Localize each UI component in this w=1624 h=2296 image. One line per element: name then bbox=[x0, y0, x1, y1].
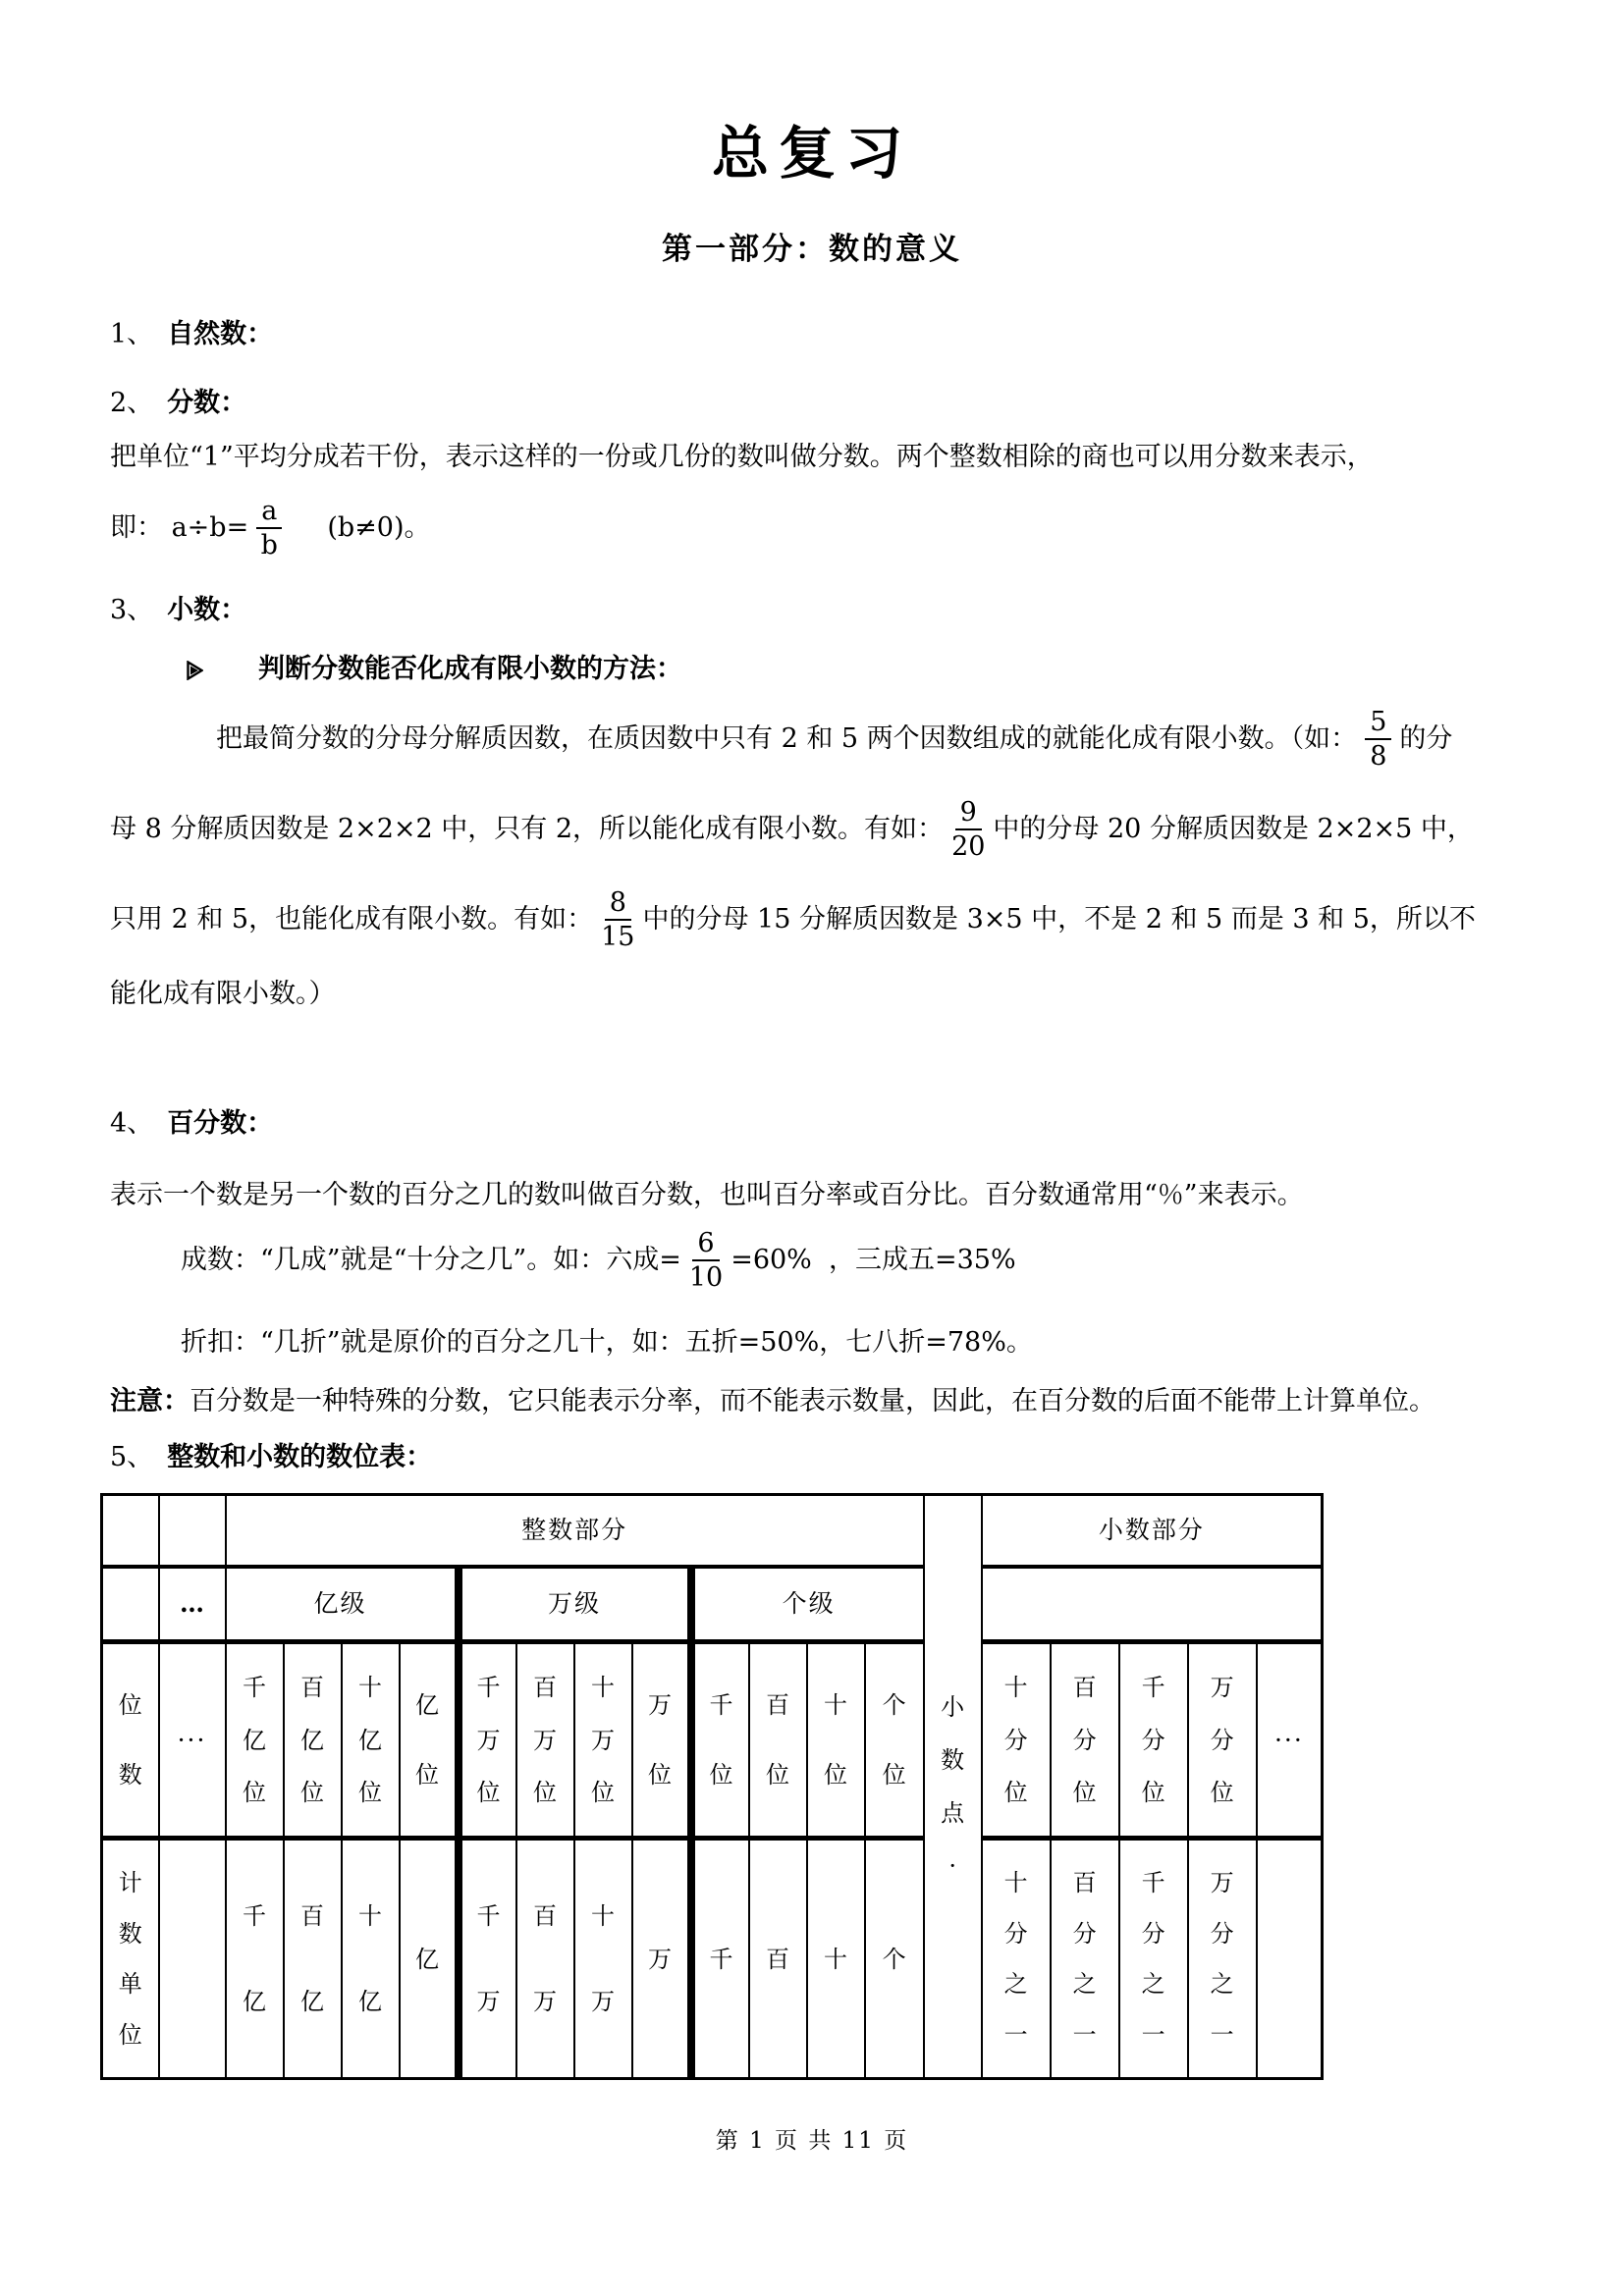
method-bullet-text: 判断分数能否化成有限小数的方法： bbox=[258, 654, 682, 685]
place-cell: 千 万 位 bbox=[459, 1642, 516, 1839]
part1-title: 第一部分：数的意义 bbox=[662, 231, 962, 267]
heading-number: 2、 bbox=[110, 388, 154, 419]
ellipsis-cell: ··· bbox=[159, 1642, 226, 1839]
page-number-footer: 第 1 页 共 11 页 bbox=[715, 2128, 909, 2154]
heading-fractions bbox=[110, 388, 1514, 419]
fraction-a-b: $\frac{a}{b}$ bbox=[256, 496, 282, 561]
place-cell: 十 位 bbox=[807, 1642, 865, 1839]
unit-cell: 千 分 之 一 bbox=[1119, 1839, 1188, 2079]
corner-cell bbox=[102, 1495, 159, 1567]
unit-cell: 十 亿 bbox=[342, 1839, 400, 2079]
heading-percentages bbox=[110, 1108, 1514, 1140]
decimal-part-header: 小数部分 bbox=[982, 1495, 1323, 1567]
heading-label: 整数和小数的数位表： bbox=[167, 1441, 433, 1472]
place-cell: 亿 位 bbox=[400, 1642, 459, 1839]
heading-natural-numbers bbox=[110, 319, 1514, 350]
group-yi-ji: 亿级 bbox=[226, 1567, 459, 1642]
unit-cell: 百 分 之 一 bbox=[1051, 1839, 1119, 2079]
heading-label: 分数： bbox=[167, 388, 247, 419]
unit-cell: 十 bbox=[807, 1839, 865, 2079]
percentage-definition-paragraph: 表示一个数是另一个数的百分之几的数叫做百分数，也叫百分率或百分比。百分数通常用“％”来表示。 bbox=[110, 1179, 1304, 1210]
row-header-place: 位 数 bbox=[102, 1642, 159, 1839]
group-wan-ji: 万级 bbox=[459, 1567, 691, 1642]
unit-cell: 十 分 之 一 bbox=[982, 1839, 1051, 2079]
heading-number: 4、 bbox=[110, 1108, 154, 1140]
empty-cell bbox=[159, 1495, 226, 1567]
place-cell: 十 万 位 bbox=[574, 1642, 632, 1839]
unit-cell: 个 bbox=[865, 1839, 924, 2079]
place-cell: 万 分 位 bbox=[1188, 1642, 1257, 1839]
note-label: 注意： bbox=[110, 1386, 189, 1417]
fraction-5-8: $\frac{5}{8}$ bbox=[1365, 707, 1391, 772]
decimal-rule-line-1: 把最简分数的分母分解质因数，在质因数中只有 2 和 5 两个因数组成的就能化成有限小数。（如： $\frac{5}{8}$ 的分 bbox=[216, 706, 1453, 772]
group-ge-ji: 个级 bbox=[691, 1567, 924, 1642]
unit-cell: 万 分 之 一 bbox=[1188, 1839, 1257, 2079]
place-cell: 千 位 bbox=[691, 1642, 749, 1839]
place-cell: 千 亿 位 bbox=[226, 1642, 284, 1839]
place-value-table-wrap bbox=[100, 1493, 1514, 2080]
place-cell: 十 分 位 bbox=[982, 1642, 1051, 1839]
method-bullet-line bbox=[110, 654, 1514, 685]
heading-number: 1、 bbox=[110, 318, 154, 349]
unit-cell: 十 万 bbox=[574, 1839, 632, 2079]
arrowhead-bullet-icon bbox=[187, 661, 203, 680]
chengshu-line: 成数：“几成”就是“十分之几”。如：六成= $\frac{6}{10}$ =60% ，三成五=35% bbox=[181, 1227, 1016, 1293]
empty-cell bbox=[159, 1839, 226, 2079]
decimal-rule-line-2: 母 8 分解质因数是 2×2×2 中，只有 2，所以能化成有限小数。有如： $\frac{9}{20}$ 中的分母 20 分解质因数是 2×2×5 中， bbox=[110, 796, 1474, 862]
place-cell: 万 位 bbox=[632, 1642, 691, 1839]
place-cell: 百 万 位 bbox=[516, 1642, 574, 1839]
formula-post: (b≠0)。 bbox=[327, 511, 431, 543]
empty-cell bbox=[982, 1567, 1323, 1642]
unit-cell: 千 亿 bbox=[226, 1839, 284, 2079]
empty-cell bbox=[102, 1567, 159, 1642]
decimal-rule-line-3: 只用 2 和 5，也能化成有限小数。有如： $\frac{8}{15}$ 中的分母 15 分解质因数是 3×5 中，不是 2 和 5 而是 3 和 5，所以不 bbox=[110, 886, 1476, 952]
place-cell: 个 位 bbox=[865, 1642, 924, 1839]
fraction-formula-line bbox=[110, 487, 1514, 569]
place-cell: 百 位 bbox=[749, 1642, 807, 1839]
unit-cell: 亿 bbox=[400, 1839, 459, 2079]
heading-number: 5、 bbox=[110, 1441, 154, 1472]
decimal-rule-line-4: 能化成有限小数。） bbox=[110, 978, 336, 1009]
place-cell: 千 分 位 bbox=[1119, 1642, 1188, 1839]
fraction-9-20: $\frac{9}{20}$ bbox=[951, 796, 986, 862]
heading-number: 3、 bbox=[110, 594, 154, 625]
ellipsis-cell: ··· bbox=[1257, 1642, 1323, 1839]
unit-cell: 百 万 bbox=[516, 1839, 574, 2079]
unit-cell: 千 bbox=[691, 1839, 749, 2079]
fraction-6-10: $\frac{6}{10}$ bbox=[688, 1227, 724, 1293]
note-line bbox=[110, 1386, 1514, 1417]
row-header-unit: 计 数 单 位 bbox=[102, 1839, 159, 2079]
unit-cell: 百 bbox=[749, 1839, 807, 2079]
place-cell: 十 亿 位 bbox=[342, 1642, 400, 1839]
doc-title: 总复习 bbox=[711, 120, 912, 187]
formula-pre: 即： a÷b= bbox=[110, 511, 249, 543]
heading-label: 小数： bbox=[167, 594, 247, 625]
place-value-table bbox=[100, 1493, 1324, 2080]
heading-label: 自然数： bbox=[167, 318, 274, 349]
ellipsis-cell: … bbox=[159, 1567, 226, 1642]
fraction-8-15: $\frac{8}{15}$ bbox=[601, 886, 635, 952]
fraction-definition-paragraph: 把单位“1”平均分成若干份，表示这样的一份或几份的数叫做分数。两个整数相除的商也可以用分数来表示， bbox=[110, 441, 1374, 472]
place-cell: 百 亿 位 bbox=[284, 1642, 342, 1839]
note-text: 百分数是一种特殊的分数，它只能表示分率，而不能表示数量，因此，在百分数的后面不能带上计算单位。 bbox=[189, 1386, 1435, 1417]
decimal-point-column: 小 数 点 · bbox=[924, 1495, 982, 2079]
heading-place-value-table bbox=[110, 1442, 1514, 1473]
unit-cell: 万 bbox=[632, 1839, 691, 2079]
unit-cell: 百 亿 bbox=[284, 1839, 342, 2079]
unit-cell: 千 万 bbox=[459, 1839, 516, 2079]
heading-decimals bbox=[110, 595, 1514, 626]
zhekou-line: 折扣：“几折”就是原价的百分之几十，如：五折=50%，七八折=78%。 bbox=[181, 1326, 1033, 1358]
empty-cell bbox=[1257, 1839, 1323, 2079]
integer-part-header: 整数部分 bbox=[226, 1495, 924, 1567]
place-cell: 百 分 位 bbox=[1051, 1642, 1119, 1839]
heading-label: 百分数： bbox=[167, 1108, 274, 1140]
